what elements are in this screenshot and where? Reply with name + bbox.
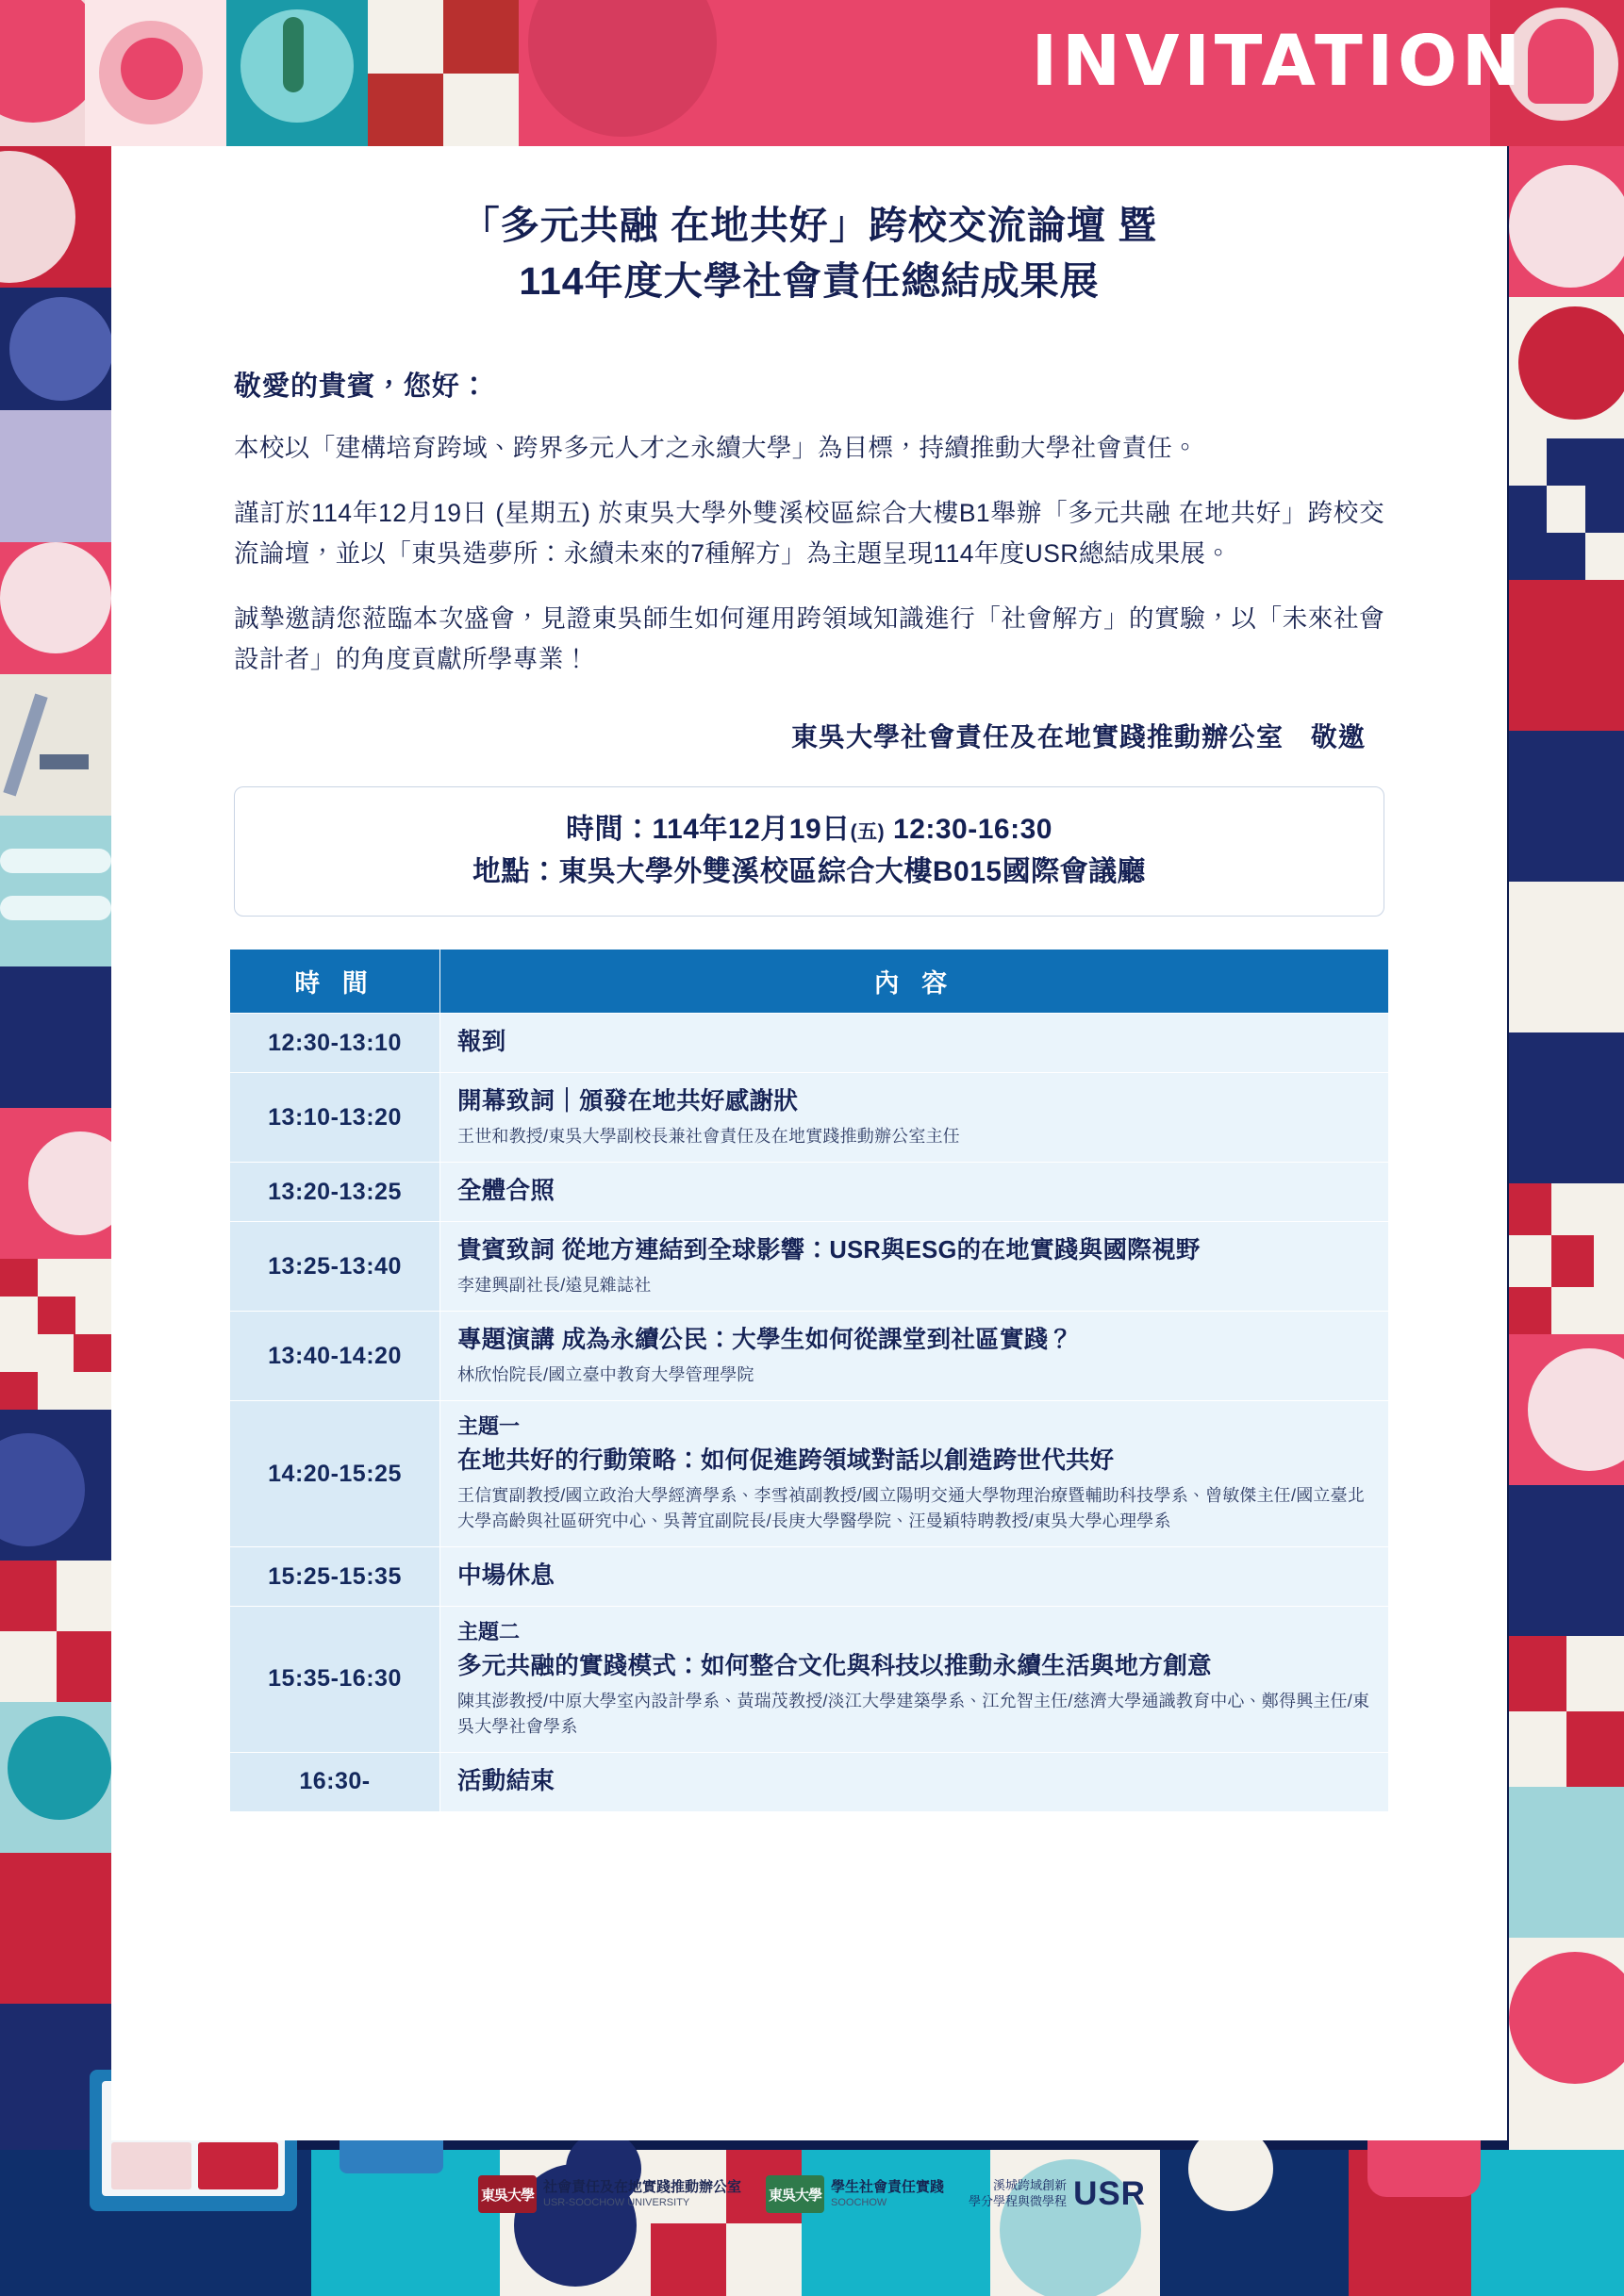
- page-title-line-1: 「多元共融 在地共好」跨校交流論壇 暨: [460, 204, 1158, 247]
- invitation-banner-title: INVITATION: [1031, 21, 1525, 102]
- logo-usr-program-mark: USR: [1073, 2175, 1146, 2212]
- table-row: [230, 1752, 1389, 1811]
- logo-student-usr: [766, 2175, 944, 2213]
- page-title: [111, 146, 1507, 310]
- row-head: 多元共融的實踐模式：如何整合文化與科技以推動永續生活與地方創意: [457, 1652, 1212, 1679]
- paragraph-2: 謹訂於114年12月19日 (星期五) 於東吳大學外雙溪校區綜合大樓B1舉辦「多元共融 在地共好」跨校交流論壇，並以「東吳造夢所：永續未來的7種解方」為主題呈現114年度USR總結成果展。: [234, 498, 1384, 568]
- row-time: 16:30-: [230, 1752, 440, 1811]
- logo-usr-office-line1: 社會責任及在地實踐推動辦公室: [543, 2178, 742, 2195]
- table-row: [230, 1607, 1389, 1753]
- row-head: 貴賓致詞 從地方連結到全球影響：USR與ESG的在地實踐與國際視野: [457, 1237, 1201, 1264]
- logo-usr-program: [969, 2175, 1146, 2213]
- logo-usr-program-line1: 溪城跨域創新: [993, 2178, 1068, 2193]
- event-place-value: 東吳大學外雙溪校區綜合大樓B015國際會議廳: [558, 856, 1147, 888]
- table-row: [230, 1073, 1389, 1163]
- row-head: 全體合照: [457, 1178, 555, 1205]
- row-time: 13:10-13:20: [230, 1073, 440, 1163]
- row-content: [440, 1401, 1389, 1547]
- salutation: 敬愛的貴賓，您好：: [234, 371, 489, 402]
- event-time-line: [254, 808, 1365, 851]
- row-head: 中場休息: [457, 1562, 555, 1590]
- signature-line: 東吳大學社會責任及在地實踐推動辦公室 敬邀: [790, 722, 1366, 752]
- row-head: 專題演講 成為永續公民：大學生如何從課堂到社區實踐？: [457, 1327, 1073, 1354]
- soochow-seal-icon: 東吳大學: [478, 2175, 537, 2213]
- schedule-table: [229, 949, 1389, 1811]
- row-content: [440, 1073, 1389, 1163]
- row-topic: 主題二: [457, 1620, 521, 1644]
- row-content: [440, 1222, 1389, 1312]
- logo-student-usr-line2: SOOCHOW: [831, 2196, 887, 2208]
- logo-usr-office: [478, 2175, 741, 2213]
- paragraph-1: 本校以「建構培育跨域、跨界多元人才之永續大學」為目標，持續推動大學社會責任。: [234, 433, 1199, 462]
- row-content: [440, 1014, 1389, 1073]
- paragraph-3: 誠摯邀請您蒞臨本次盛會，見證東吳師生如何運用跨領域知識進行「社會解方」的實驗，以「未來社會設計者」的角度貢獻所學專業！: [234, 603, 1384, 673]
- row-content: [440, 1607, 1389, 1753]
- logo-student-usr-text: [831, 2179, 944, 2210]
- table-row: [230, 1014, 1389, 1073]
- logo-usr-office-text: [543, 2179, 741, 2210]
- schedule-header-time: 時 間: [230, 950, 440, 1014]
- logo-usr-office-line2: USR-SOOCHOW UNIVERSITY: [543, 2196, 690, 2208]
- event-hours-value: 12:30-16:30: [885, 814, 1052, 846]
- logo-student-usr-line1: 學生社會責任實踐: [831, 2178, 945, 2195]
- row-sub: 王信實副教授/國立政治大學經濟學系、李雪禎副教授/國立陽明交通大學物理治療暨輔助科技學系、曾敏傑主任/國立臺北大學高齡與社區研究中心、吳菁宜副院長/長庚大學醫學院、汪曼穎特聘教授/東吳大學心理學系: [457, 1486, 1365, 1531]
- row-content: [440, 1752, 1389, 1811]
- row-head: 活動結束: [457, 1767, 555, 1794]
- row-head: 在地共好的行動策略：如何促進跨領域對話以創造跨世代共好: [457, 1447, 1115, 1475]
- logo-usr-program-text: [969, 2178, 1067, 2210]
- footer-logos: [0, 2175, 1624, 2213]
- table-row: [230, 1547, 1389, 1607]
- event-place-line: [254, 851, 1365, 893]
- schedule-body: [230, 1014, 1389, 1811]
- row-time: 15:35-16:30: [230, 1607, 440, 1753]
- row-time: 13:20-13:25: [230, 1163, 440, 1222]
- row-sub: 李建興副社長/遠見雜誌社: [457, 1276, 652, 1296]
- row-head: 開幕致詞｜頒發在地共好感謝狀: [457, 1088, 799, 1115]
- row-time: 13:40-14:20: [230, 1312, 440, 1401]
- invitation-document: [111, 146, 1507, 2140]
- row-time: 13:25-13:40: [230, 1222, 440, 1312]
- event-info-box: [234, 786, 1384, 917]
- row-time: 12:30-13:10: [230, 1014, 440, 1073]
- row-topic: 主題一: [457, 1414, 521, 1439]
- event-place-label: 地點：: [472, 856, 559, 888]
- row-content: [440, 1547, 1389, 1607]
- page-title-line-2: 114年度大學社會責任總結成果展: [519, 259, 1100, 304]
- row-content: [440, 1163, 1389, 1222]
- row-time: 14:20-15:25: [230, 1401, 440, 1547]
- table-row: [230, 1222, 1389, 1312]
- row-head: 報到: [457, 1029, 506, 1056]
- soochow-green-seal-icon: 東吳大學: [766, 2175, 824, 2213]
- row-sub: 陳其澎教授/中原大學室內設計學系、黃瑞茂教授/淡江大學建築學系、江允智主任/慈濟大學通識教育中心、鄭得興主任/東吳大學社會學系: [457, 1691, 1370, 1736]
- event-weekday-value: (五): [850, 821, 886, 844]
- event-date-value: 114年12月19日: [652, 814, 851, 846]
- schedule-header-row: [230, 950, 1389, 1014]
- row-time: 15:25-15:35: [230, 1547, 440, 1607]
- row-sub: 王世和教授/東吳大學副校長兼社會責任及在地實踐推動辦公室主任: [457, 1127, 960, 1147]
- row-sub: 林欣怡院長/國立臺中教育大學管理學院: [457, 1365, 754, 1385]
- row-content: [440, 1312, 1389, 1401]
- table-row: [230, 1401, 1389, 1547]
- event-time-label: 時間：: [566, 814, 653, 846]
- table-row: [230, 1163, 1389, 1222]
- logo-usr-program-line2: 學分學程與微學程: [969, 2194, 1068, 2208]
- table-row: [230, 1312, 1389, 1401]
- schedule-header-content: 內 容: [440, 950, 1389, 1014]
